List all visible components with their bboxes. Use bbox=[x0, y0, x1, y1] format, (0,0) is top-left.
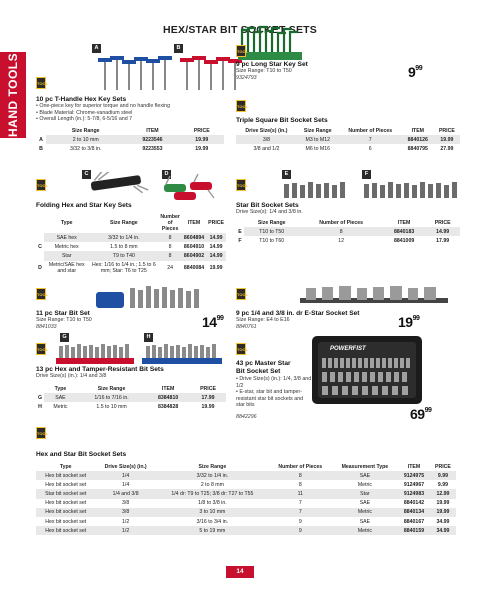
e-star-socket-set-image bbox=[300, 284, 450, 306]
e-star-price: $19^{99}$ bbox=[398, 314, 420, 330]
product-label-a: A bbox=[92, 44, 101, 53]
table-row: SAE hex 3/32 to 1/4 in. 8 8604894 14.99 bbox=[36, 233, 226, 242]
col-header: Drive Size(s) (in.) bbox=[245, 127, 288, 134]
col-header: ITEM bbox=[397, 219, 411, 226]
badge-icon: TOOL bbox=[36, 77, 46, 89]
product-label-h: H bbox=[144, 333, 153, 342]
star-11-size-range: Size Range: T10 to T50 bbox=[36, 317, 92, 323]
table-row: Star bit socket set 1/4 and 3/8 1/4 dr: T9 to T25; 3/8 dr: T27 to T55 11 Star 9124983 12.99 bbox=[36, 489, 456, 498]
bullet-item: • Drive Size(s) (in.): 1/4, 3/8 and 1/2 bbox=[236, 376, 312, 389]
col-header: Number of Pieces bbox=[319, 219, 364, 226]
product-label-b: B bbox=[174, 44, 183, 53]
hexstar-title: Hex and Star Bit Socket Sets bbox=[36, 451, 127, 458]
col-header: Number of Pieces bbox=[348, 127, 393, 134]
folding-key-sets-image bbox=[86, 172, 226, 202]
master-star-title-line: Bit Socket Set bbox=[236, 367, 281, 375]
long-star-price: $9^{99}$ bbox=[408, 64, 423, 80]
badge-icon: TOOL bbox=[36, 288, 46, 300]
star-bit-drive-size: Drive Size(s): 1/4 and 3/8 in. bbox=[236, 209, 303, 215]
product-label-d: D bbox=[162, 170, 171, 179]
col-header: ITEM bbox=[411, 127, 424, 134]
tamper-title: 13 pc Hex and Tamper-Resistant Bit Sets bbox=[36, 366, 164, 373]
badge-icon: TOOL bbox=[236, 343, 246, 355]
table-row: Hex bit socket set 1/4 3/32 to 1/4 in. 8 SAE 9124975 9.99 bbox=[36, 471, 456, 480]
table-row: Hex bit socket set 3/8 3 to 10 mm 7 Metric 8840134 19.99 bbox=[36, 508, 456, 517]
table-row: C Metric hex 1.5 to 8 mm 8 8604910 14.99 bbox=[36, 242, 226, 251]
table-row: Star T9 to T40 8 8604902 14.99 bbox=[36, 251, 226, 260]
badge-icon: TOOL bbox=[236, 179, 246, 191]
bullet-item: • One-piece key for superior torque and no handle flexing bbox=[36, 103, 171, 109]
star-11-sku: 8841033 bbox=[36, 324, 57, 330]
hexstar-table bbox=[36, 462, 456, 535]
table-row: Hex bit socket set 1/2 3/16 to 3/4 in. 9 SAE 8840167 34.99 bbox=[45, 518, 450, 525]
bullet-item: • Overall Length (in.): 5-7/8, 6-5/16 and 7 bbox=[36, 116, 133, 123]
tamper-drive-size: Drive Size(s) (in.): 1/4 and 3/8 bbox=[36, 373, 107, 379]
table-row: 3/8 M3 to M12 7 8840126 19.99 bbox=[236, 135, 460, 144]
col-header: PRICE bbox=[208, 219, 224, 226]
master-star-sku: 8842296 bbox=[236, 414, 257, 420]
col-header: ITEM bbox=[187, 219, 201, 226]
product-label-f: F bbox=[362, 170, 371, 179]
triple-square-title: Triple Square Bit Socket Sets bbox=[236, 117, 328, 124]
master-star-price: $69^{99}$ bbox=[410, 406, 432, 422]
col-header: PRICE bbox=[434, 219, 451, 226]
long-star-title: 9 pc Long Star Key Set bbox=[236, 61, 308, 68]
triple-square-table bbox=[236, 126, 460, 153]
col-header: Type bbox=[60, 219, 73, 226]
table-row: D Metric/SAE hex and star Hex: 1/16 to 1/4 in.; 1.5 to 6 mm; Star: T6 to T25 24 8840084 19.99 bbox=[36, 261, 226, 277]
col-header: Size Range bbox=[303, 127, 332, 134]
case-brand-logo: POWERFIST bbox=[330, 346, 366, 352]
t-handle-title: 10 pc T-Handle Hex Key Sets bbox=[36, 96, 127, 103]
star-11-price: $14^{99}$ bbox=[202, 314, 224, 330]
col-header: Size Range bbox=[110, 219, 138, 226]
col-header: Number of Pieces bbox=[160, 213, 180, 232]
badge-icon: TOOL bbox=[36, 343, 46, 355]
star-bit-title: Star Bit Socket Sets bbox=[236, 202, 299, 209]
col-header: Type bbox=[59, 463, 72, 470]
bullet-item: • Blade Material: Chrome-vanadium steel bbox=[36, 109, 133, 116]
col-header: PRICE bbox=[435, 463, 451, 470]
table-row: Hex bit socket set 1/2 5 to 19 mm 9 Metric 8840159 34.99 bbox=[36, 526, 456, 535]
tamper-table bbox=[36, 384, 226, 411]
col-header: Measurement Type bbox=[341, 463, 389, 470]
t-handle-table bbox=[36, 126, 224, 153]
master-star-title-line: 43 pc Master Star bbox=[236, 360, 291, 367]
e-star-size-range: Size Range: E4 to E16 bbox=[236, 317, 290, 323]
badge-icon: TOOL bbox=[36, 427, 46, 439]
col-header: Size Range bbox=[198, 463, 227, 470]
table-row: H Metric 1.5 to 10 mm 8384828 19.99 bbox=[36, 402, 226, 411]
folding-table bbox=[36, 212, 226, 276]
col-header: ITEM bbox=[146, 127, 159, 134]
star-bit-set-image bbox=[96, 282, 206, 310]
star-bit-table bbox=[236, 218, 460, 245]
master-star-title bbox=[236, 360, 291, 376]
table-row: B 3/32 to 3/8 in. 9223553 19.99 bbox=[36, 144, 224, 153]
e-star-sku: 8840761 bbox=[236, 324, 257, 330]
folding-title: Folding Hex and Star Key Sets bbox=[36, 202, 132, 209]
e-star-title: 9 pc 1/4 and 3/8 in. dr E-Star Socket Set bbox=[236, 310, 360, 317]
table-row: F T10 to T60 12 8841009 17.99 bbox=[236, 236, 460, 245]
section-tab-hand-tools: HAND TOOLS bbox=[0, 52, 26, 138]
table-row: Hex bit socket set 1/4 2 to 8 mm 8 Metric 9124967 9.99 bbox=[45, 481, 448, 488]
badge-icon: TOOL bbox=[36, 179, 46, 191]
master-star-bullets bbox=[236, 376, 312, 409]
product-label-e: E bbox=[282, 170, 291, 179]
long-star-sku: 9324793 bbox=[236, 75, 257, 81]
col-header: Type bbox=[54, 385, 67, 392]
hex-tamper-bit-sets-image bbox=[56, 342, 226, 366]
col-header: PRICE bbox=[193, 127, 210, 134]
table-row: A 2 to 10 mm 9223546 19.99 bbox=[36, 135, 224, 144]
product-label-c: C bbox=[82, 170, 91, 179]
table-row: E T10 to T50 8 8840183 14.99 bbox=[236, 227, 460, 236]
page-title: HEX/STAR BIT SOCKET SETS bbox=[163, 24, 317, 36]
badge-icon: TOOL bbox=[236, 45, 246, 57]
col-header: ITEM bbox=[407, 463, 421, 470]
badge-icon: TOOL bbox=[236, 100, 246, 112]
col-header: Size Range bbox=[97, 385, 126, 392]
col-header: PRICE bbox=[200, 385, 216, 392]
col-header: PRICE bbox=[438, 127, 455, 134]
table-row: 3/8 and 1/2 M6 to M16 6 8840795 27.99 bbox=[253, 145, 454, 152]
star-bit-socket-sets-image bbox=[282, 180, 462, 200]
badge-icon: TOOL bbox=[236, 288, 246, 300]
bullet-item: • E-star, star bit and tamper-resistant star bit sockets and star bits bbox=[236, 389, 304, 409]
col-header: Size Range bbox=[71, 127, 100, 134]
col-header: Drive Size(s) (in.) bbox=[104, 463, 147, 470]
col-header: Size Range bbox=[257, 219, 286, 226]
t-handle-bullets bbox=[36, 103, 170, 123]
table-row: Hex bit socket set 3/8 1/8 to 3/8 in. 7 SAE 8840142 19.99 bbox=[45, 500, 450, 507]
col-header: Number of Pieces bbox=[278, 463, 323, 470]
product-label-g: G bbox=[60, 333, 69, 342]
long-star-size-range: Size Range: T10 to T50 bbox=[236, 68, 292, 74]
page-number: 14 bbox=[226, 566, 254, 578]
col-header: ITEM bbox=[161, 385, 175, 392]
star-11-title: 11 pc Star Bit Set bbox=[36, 310, 90, 317]
table-row: G SAE 1/16 to 7/16 in. 8384810 17.99 bbox=[36, 393, 226, 402]
